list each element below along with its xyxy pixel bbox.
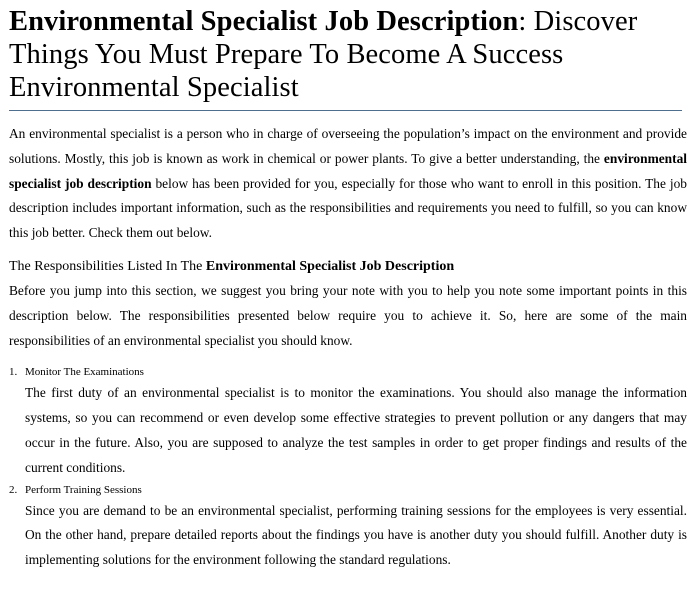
duty-title (9, 363, 687, 381)
page-title-keyword: Environmental Specialist Job Description (9, 6, 519, 37)
page-title-rest: : Discover Things You Must Prepare To Become A Success Environmental Specialist (9, 6, 638, 103)
responsibilities-heading-keyword: Environmental Specialist Job Description (205, 258, 455, 274)
title-divider (9, 110, 682, 111)
duties-list (9, 363, 687, 573)
duty-title-text: Perform Training Sessions (25, 483, 142, 496)
responsibilities-paragraph: Before you jump into this section, we suggest you bring your note with you to help you note some important points in this description below. The responsibilities presented below require you to achieve it. So, here are some of the main responsibilities of an environmental specialist you should know. (9, 282, 687, 348)
duty-title-text: Monitor The Examinations (25, 366, 144, 379)
duty-number: 1. (9, 366, 18, 379)
responsibilities-heading (9, 257, 687, 277)
page-title (9, 0, 687, 104)
intro-keyword: environmental specialist job description (9, 150, 687, 191)
duty-description: The first duty of an environmental specialist is to monitor the examinations. You should also manage the information systems, so you can recommend or even develop some effective strategies to prevent pollution or any dangers that may occur in the future. Also, you are supposed to analyze the test samples in order to get proper findings and results of the current conditions. (25, 385, 687, 475)
duty-title (9, 481, 687, 499)
duty-item (9, 363, 687, 480)
duty-number: 2. (9, 483, 18, 496)
intro-text-start: An environmental specialist is a person who in charge of overseeing the population’s impact on the environment and provide solutions. Mostly, this job is known as work in chemical or power plants. To give a better understanding, the (9, 126, 687, 166)
duty-description: Since you are demand to be an environmental specialist, performing training sessions for the employees is very essential. On the other hand, prepare detailed reports about the findings you have is another duty you should fulfill. Another duty is implementing solutions for the environment following the standard regulations. (25, 502, 687, 568)
responsibilities-heading-prefix: The Responsibilities Listed In The (9, 258, 206, 274)
intro-paragraph (9, 122, 687, 246)
intro-text-end: below has been provided for you, especially for those who want to enroll in this position. The job description includes important information, such as the responsibilities and requirements you need to fulfill, so you can know this job better. Check them out below. (9, 175, 687, 241)
duty-item (9, 481, 687, 573)
